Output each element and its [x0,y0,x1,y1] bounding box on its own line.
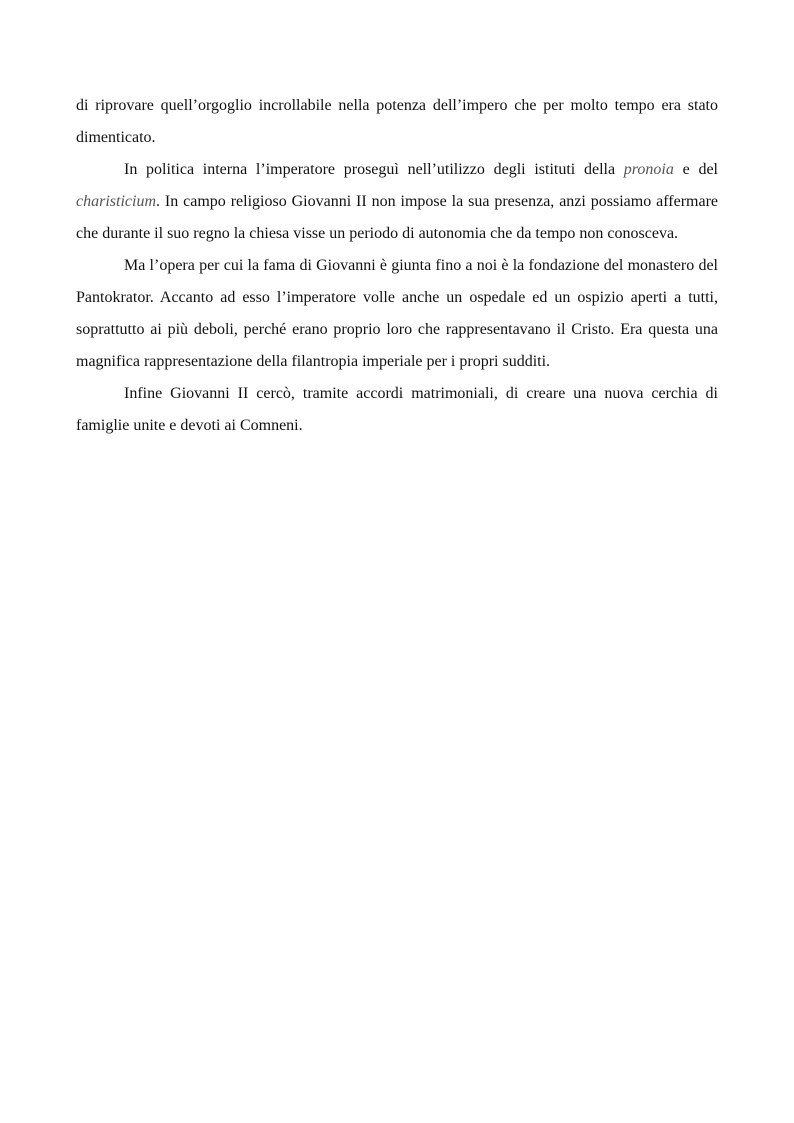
paragraph-4 [76,378,718,442]
paragraph-2 [76,154,718,250]
paragraph-2-text-b: e del [673,161,718,178]
document-page [76,90,718,442]
paragraph-2-text-a: In politica interna l’imperatore proseguì nell’utilizzo degli istituti della [124,161,624,178]
paragraph-3 [76,250,718,378]
paragraph-1-text: di riprovare quell’orgoglio incrollabile nella potenza dell’impero che per molto tempo era stato dimenticato. [76,97,718,146]
paragraph-2-text-c: . In campo religioso Giovanni II non impose la sua presenza, anzi possiamo affermare che durante il suo regno la chiesa visse un periodo di autonomia che da tempo non conosceva. [76,193,718,242]
paragraph-3-text: Ma l’opera per cui la fama di Giovanni è giunta fino a noi è la fondazione del monastero del Pantokrator. Accanto ad esso l’imperatore volle anche un ospedale ed un ospizio aperti a tutti, soprattutto ai più deboli, perché erano proprio loro che rappresentavano il Cristo. Era questa una magnifica rappresentazione della filantropia imperiale per i propri sudditi. [76,257,718,370]
paragraph-1 [76,90,718,154]
term-pronoia: pronoia [623,161,674,178]
term-charisticium: charisticium [76,193,156,210]
paragraph-4-text: Infine Giovanni II cercò, tramite accordi matrimoniali, di creare una nuova cerchia di famiglie unite e devoti ai Comneni. [76,385,718,434]
